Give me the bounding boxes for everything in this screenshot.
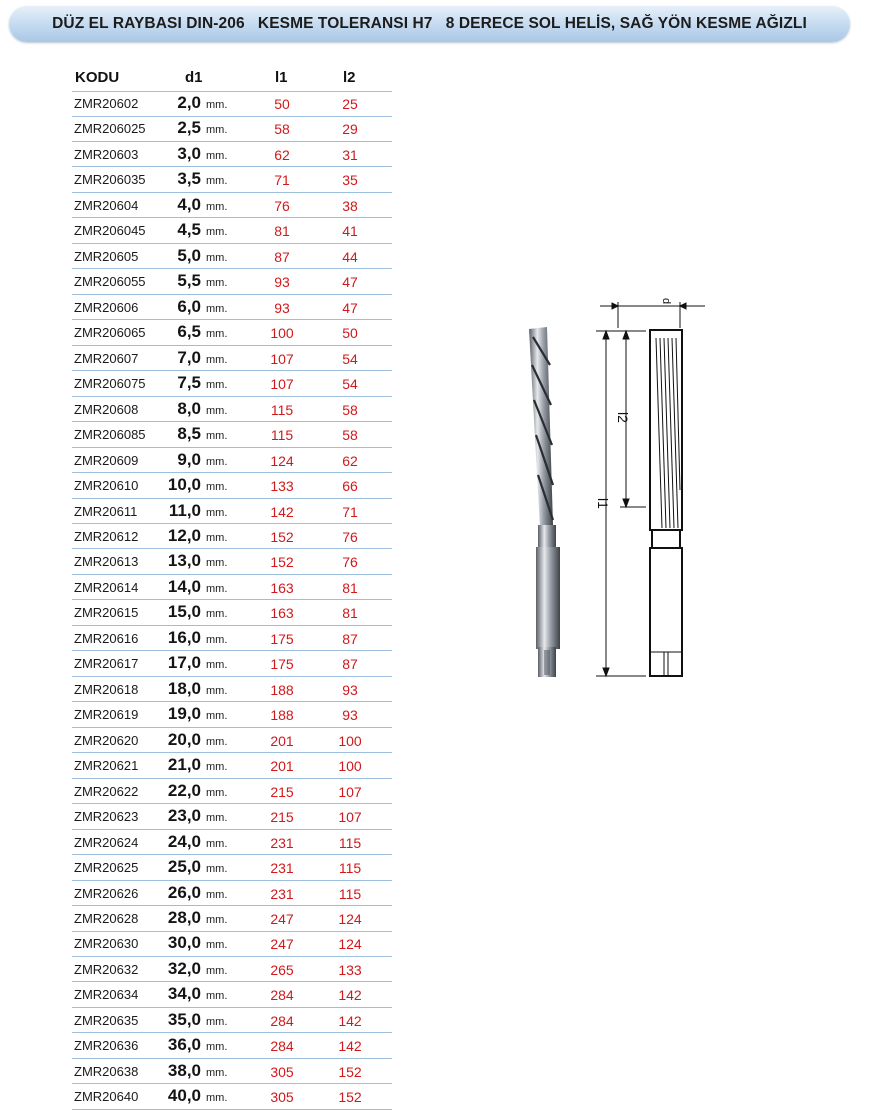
diameter-value: 17,0: [167, 653, 201, 673]
diameter-value: 12,0: [167, 525, 201, 545]
unit-label: mm.: [206, 557, 228, 570]
unit-label: mm.: [206, 99, 228, 111]
length-l1-value: 247: [270, 936, 294, 953]
product-code: ZMR206045: [74, 223, 146, 239]
length-l2-value: 124: [338, 911, 362, 927]
unit-label: mm.: [206, 277, 228, 290]
length-l2-value: 81: [342, 579, 358, 596]
length-l2-value: 107: [338, 809, 362, 826]
unit-label: mm.: [206, 124, 228, 137]
table-row: [72, 117, 392, 142]
unit-label: mm.: [206, 149, 228, 162]
unit-label: mm.: [206, 430, 228, 443]
diameter-value: 14,0: [167, 576, 201, 596]
length-l2-value: 29: [342, 121, 358, 138]
product-code: ZMR20638: [74, 1063, 139, 1079]
diameter-value: 23,0: [167, 806, 201, 826]
table-row: [72, 601, 392, 626]
product-code: ZMR20635: [74, 1012, 139, 1028]
unit-label: mm.: [206, 659, 228, 672]
table-row: [72, 678, 392, 703]
length-l2-value: 81: [342, 605, 358, 622]
table-row: [72, 754, 392, 779]
diameter-value: 2,0: [177, 93, 201, 112]
length-l1-value: 201: [270, 758, 294, 775]
length-l2-value: 93: [342, 681, 358, 698]
length-l1-value: 87: [274, 248, 290, 265]
unit-label: mm.: [206, 684, 228, 697]
length-l2-value: 54: [342, 376, 358, 393]
product-code: ZMR20611: [74, 503, 138, 519]
table-row: [72, 983, 392, 1008]
unit-label: mm.: [206, 837, 228, 850]
unit-label: mm.: [206, 812, 228, 825]
unit-label: mm.: [206, 1066, 228, 1079]
length-l1-value: 231: [270, 860, 294, 877]
diameter-value: 16,0: [167, 627, 201, 647]
unit-label: mm.: [206, 608, 228, 621]
table-row: [72, 347, 392, 372]
table-row: [72, 143, 392, 168]
table-row: [72, 1085, 392, 1110]
unit-label: mm.: [206, 455, 228, 468]
length-l1-value: 50: [274, 96, 290, 112]
unit-label: mm.: [206, 1092, 228, 1105]
length-l2-value: 41: [342, 223, 358, 240]
unit-label: mm.: [206, 251, 228, 264]
diameter-value: 3,5: [177, 169, 201, 189]
diameter-value: 24,0: [167, 831, 201, 851]
table-row: [72, 423, 392, 448]
length-l2-value: 54: [342, 350, 358, 367]
product-code: ZMR20607: [74, 350, 139, 366]
product-code: ZMR20603: [74, 146, 139, 162]
length-l1-value: 265: [270, 961, 294, 978]
diameter-value: 19,0: [167, 704, 201, 724]
product-code: ZMR20609: [74, 452, 139, 468]
length-l1-value: 284: [270, 987, 294, 1004]
length-l1-value: 124: [270, 452, 294, 469]
length-l1-value: 58: [274, 121, 290, 138]
length-l2-value: 25: [342, 96, 358, 112]
diameter-value: 34,0: [167, 984, 201, 1004]
diameter-value: 8,0: [177, 398, 201, 418]
product-code: ZMR20623: [74, 809, 139, 825]
table-row: [72, 703, 392, 728]
product-code: ZMR20616: [74, 630, 139, 646]
table-row: [72, 194, 392, 219]
product-code: ZMR20614: [74, 579, 139, 595]
length-l1-value: 305: [270, 1063, 294, 1080]
table-row: [72, 525, 392, 550]
length-l2-value: 71: [342, 503, 358, 520]
unit-label: mm.: [206, 990, 228, 1003]
column-header-l2: l2: [343, 69, 356, 86]
length-l1-value: 107: [270, 350, 294, 367]
length-l1-value: 175: [270, 630, 294, 647]
unit-label: mm.: [206, 175, 228, 188]
table-row: [72, 296, 392, 321]
diameter-value: 21,0: [167, 755, 201, 775]
length-l2-value: 50: [342, 325, 358, 342]
unit-label: mm.: [206, 1041, 228, 1054]
length-l2-value: 76: [342, 554, 358, 571]
length-l1-value: 107: [270, 376, 294, 393]
product-code: ZMR20626: [74, 885, 139, 901]
length-l1-value: 62: [274, 146, 290, 163]
length-l2-value: 124: [338, 936, 362, 953]
length-l1-value: 305: [270, 1089, 294, 1106]
length-l2-value: 47: [342, 274, 358, 291]
table-row: [72, 576, 392, 601]
diameter-value: 36,0: [167, 1035, 201, 1055]
length-l1-value: 215: [270, 783, 294, 800]
unit-label: mm.: [206, 328, 228, 341]
length-l1-value: 188: [270, 681, 294, 698]
diameter-value: 25,0: [167, 857, 201, 877]
product-code: ZMR206065: [74, 325, 146, 341]
length-l1-value: 231: [270, 834, 294, 851]
table-row: [72, 474, 392, 499]
product-code: ZMR20625: [74, 860, 139, 876]
diameter-value: 15,0: [167, 602, 201, 622]
length-l2-value: 142: [338, 1012, 362, 1029]
length-l1-value: 231: [270, 885, 294, 902]
length-l1-value: 284: [270, 1038, 294, 1055]
table-row: [72, 245, 392, 270]
table-row: [72, 219, 392, 244]
length-l1-value: 133: [270, 478, 294, 495]
length-l2-value: 133: [338, 961, 362, 978]
length-l2-value: 93: [342, 707, 358, 724]
unit-label: mm.: [206, 1015, 228, 1028]
length-l2-value: 100: [338, 732, 362, 749]
product-code: ZMR20605: [74, 248, 139, 264]
dimension-label-d: d: [660, 298, 672, 305]
length-l2-value: 58: [342, 401, 358, 418]
page-title: DÜZ EL RAYBASI DIN-206 KESME TOLERANSI H7 8 DERECE SOL HELİS, SAĞ YÖN KESME AĞIZLI: [52, 15, 807, 32]
table-row: [72, 1060, 392, 1085]
table-row: [72, 168, 392, 193]
length-l1-value: 201: [270, 732, 294, 749]
length-l1-value: 188: [270, 707, 294, 724]
diameter-value: 28,0: [167, 908, 201, 927]
length-l1-value: 175: [270, 656, 294, 673]
product-code: ZMR20606: [74, 299, 139, 315]
diameter-value: 18,0: [167, 678, 201, 698]
product-code: ZMR20602: [74, 96, 139, 111]
length-l1-value: 76: [274, 197, 290, 214]
length-l2-value: 44: [342, 248, 358, 265]
length-l1-value: 215: [270, 809, 294, 826]
column-header-code: KODU: [75, 69, 120, 86]
diameter-value: 30,0: [167, 933, 201, 953]
product-code: ZMR20612: [74, 528, 139, 544]
product-code: ZMR20622: [74, 783, 139, 799]
unit-label: mm.: [206, 888, 228, 901]
diameter-value: 20,0: [167, 729, 201, 749]
table-row: [72, 92, 392, 117]
table-row: [72, 652, 392, 677]
reamer-photo: [520, 325, 570, 685]
table-row: [72, 831, 392, 856]
length-l1-value: 115: [270, 401, 294, 418]
column-header-d1: d1: [185, 69, 203, 86]
diameter-value: 40,0: [167, 1086, 201, 1106]
product-code: ZMR20620: [74, 732, 139, 748]
unit-label: mm.: [206, 379, 228, 392]
length-l1-value: 142: [270, 503, 294, 520]
table-row: [72, 882, 392, 907]
diameter-value: 8,5: [177, 424, 201, 444]
diameter-value: 10,0: [167, 475, 201, 495]
unit-label: mm.: [206, 735, 228, 748]
dimension-label-l2: l2: [615, 412, 631, 423]
product-code: ZMR20628: [74, 911, 139, 926]
length-l2-value: 38: [342, 197, 358, 214]
length-l2-value: 107: [338, 783, 362, 800]
length-l2-value: 100: [338, 758, 362, 775]
unit-label: mm.: [206, 531, 228, 544]
length-l1-value: 163: [270, 579, 294, 596]
table-header: [72, 67, 392, 92]
length-l2-value: 152: [338, 1089, 362, 1106]
length-l1-value: 163: [270, 605, 294, 622]
unit-label: mm.: [206, 404, 228, 417]
unit-label: mm.: [206, 506, 228, 519]
length-l1-value: 100: [270, 325, 294, 342]
table-row: [72, 729, 392, 754]
table-row: [72, 805, 392, 830]
table-row: [72, 907, 392, 932]
product-table: [72, 92, 392, 1111]
diameter-value: 32,0: [167, 958, 201, 978]
diameter-value: 2,5: [177, 118, 201, 138]
unit-label: mm.: [206, 302, 228, 315]
unit-label: mm.: [206, 633, 228, 646]
product-code: ZMR206075: [74, 376, 146, 392]
title-banner: [9, 6, 850, 42]
product-code: ZMR20617: [74, 656, 139, 672]
diameter-value: 4,0: [177, 194, 201, 214]
product-code: ZMR20615: [74, 605, 139, 621]
diameter-value: 38,0: [167, 1060, 201, 1080]
length-l2-value: 152: [338, 1063, 362, 1080]
product-code: ZMR20632: [74, 961, 139, 977]
length-l2-value: 58: [342, 427, 358, 444]
table-row: [72, 550, 392, 575]
diameter-value: 9,0: [177, 449, 201, 469]
table-row: [72, 372, 392, 397]
technical-drawing: [590, 290, 710, 690]
length-l1-value: 71: [274, 172, 290, 189]
unit-label: mm.: [206, 481, 228, 494]
diameter-value: 26,0: [167, 882, 201, 902]
length-l2-value: 35: [342, 172, 358, 189]
product-code: ZMR206035: [74, 172, 146, 188]
product-code: ZMR20634: [74, 987, 139, 1003]
length-l2-value: 115: [338, 834, 362, 851]
column-header-l1: l1: [275, 69, 288, 86]
product-code: ZMR20630: [74, 936, 139, 952]
product-code: ZMR20618: [74, 681, 139, 697]
product-code: ZMR20613: [74, 554, 139, 570]
table-row: [72, 321, 392, 346]
unit-label: mm.: [206, 353, 228, 366]
length-l1-value: 93: [274, 274, 290, 291]
diameter-value: 22,0: [167, 780, 201, 800]
length-l1-value: 152: [270, 554, 294, 571]
diameter-value: 4,5: [177, 220, 201, 240]
unit-label: mm.: [206, 964, 228, 977]
product-code: ZMR20610: [74, 478, 139, 494]
length-l1-value: 284: [270, 1012, 294, 1029]
product-code: ZMR206085: [74, 427, 146, 443]
diameter-value: 13,0: [167, 551, 201, 571]
length-l2-value: 142: [338, 987, 362, 1004]
unit-label: mm.: [206, 863, 228, 876]
unit-label: mm.: [206, 200, 228, 213]
diameter-value: 6,5: [177, 322, 201, 342]
diameter-value: 3,0: [177, 143, 201, 163]
unit-label: mm.: [206, 939, 228, 952]
length-l2-value: 87: [342, 656, 358, 673]
product-code: ZMR206025: [74, 121, 146, 137]
table-row: [72, 1009, 392, 1034]
product-code: ZMR20604: [74, 197, 139, 213]
length-l2-value: 142: [338, 1038, 362, 1055]
product-code: ZMR20640: [74, 1089, 139, 1105]
table-row: [72, 270, 392, 295]
length-l2-value: 87: [342, 630, 358, 647]
product-code: ZMR206055: [74, 274, 146, 290]
product-code: ZMR20619: [74, 707, 139, 723]
table-row: [72, 500, 392, 525]
diameter-value: 5,5: [177, 271, 201, 291]
unit-label: mm.: [206, 710, 228, 723]
diameter-value: 11,0: [168, 500, 201, 520]
unit-label: mm.: [206, 761, 228, 774]
product-code: ZMR20624: [74, 834, 139, 850]
length-l2-value: 47: [342, 299, 358, 316]
diameter-value: 6,0: [177, 296, 201, 316]
length-l2-value: 66: [342, 478, 358, 495]
dimension-label-l1: l1: [595, 498, 611, 509]
length-l2-value: 76: [342, 528, 358, 545]
unit-label: mm.: [206, 786, 228, 799]
length-l2-value: 115: [338, 860, 362, 877]
product-code: ZMR20636: [74, 1038, 139, 1054]
table-row: [72, 1034, 392, 1059]
length-l1-value: 152: [270, 528, 294, 545]
table-row: [72, 627, 392, 652]
product-code: ZMR20608: [74, 401, 139, 417]
product-code: ZMR20621: [74, 758, 139, 774]
unit-label: mm.: [206, 582, 228, 595]
table-row: [72, 856, 392, 881]
length-l2-value: 31: [342, 146, 358, 163]
unit-label: mm.: [206, 914, 228, 926]
length-l1-value: 93: [274, 299, 290, 316]
length-l2-value: 62: [342, 452, 358, 469]
diameter-value: 7,0: [177, 347, 201, 367]
table-row: [72, 398, 392, 423]
table-row: [72, 958, 392, 983]
length-l2-value: 115: [338, 885, 362, 902]
length-l1-value: 81: [274, 223, 290, 240]
table-row: [72, 780, 392, 805]
diameter-value: 35,0: [167, 1009, 201, 1029]
table-row: [72, 932, 392, 957]
length-l1-value: 115: [270, 427, 294, 444]
unit-label: mm.: [206, 226, 228, 239]
table-row: [72, 449, 392, 474]
diameter-value: 7,5: [177, 373, 201, 393]
length-l1-value: 247: [270, 911, 294, 927]
diameter-value: 5,0: [177, 245, 201, 265]
